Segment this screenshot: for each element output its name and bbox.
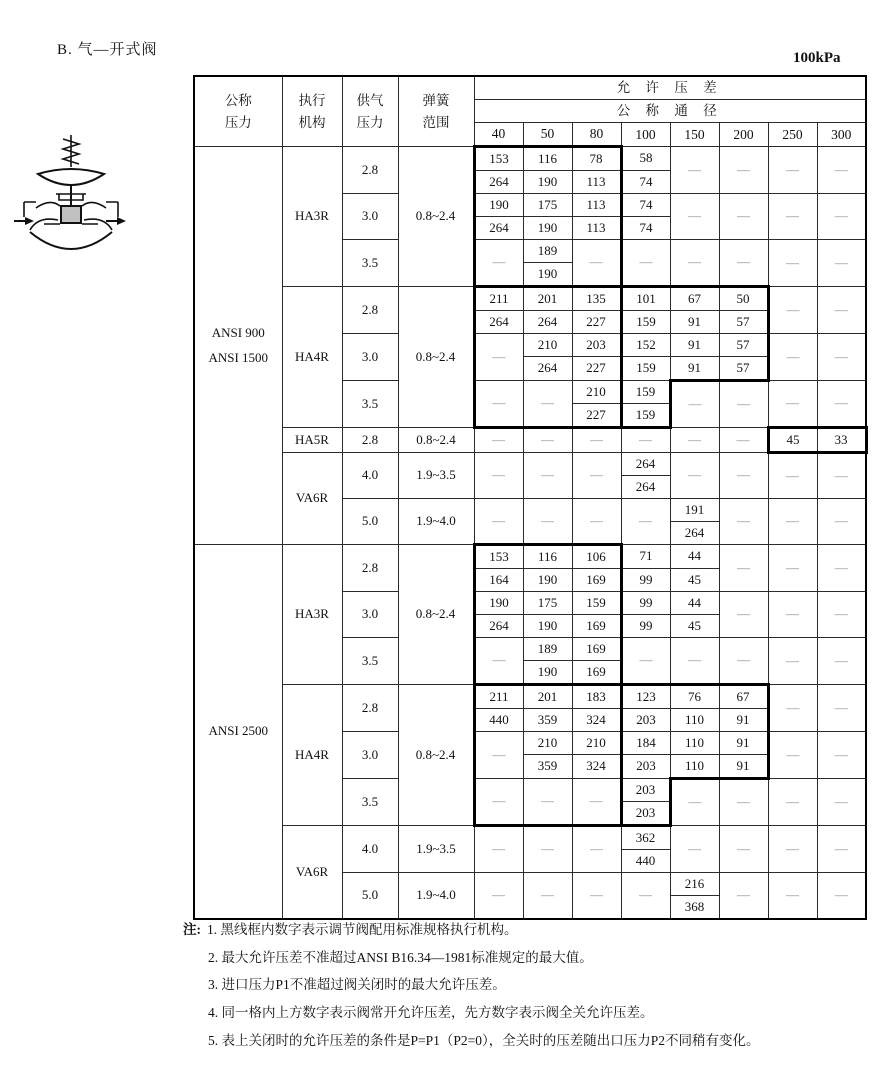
spring-range-cell: 1.9~3.5	[398, 826, 474, 873]
dp-closed-value-cell: 190	[523, 263, 572, 287]
header-line: 压力	[224, 114, 252, 130]
supply-pressure-cell: 3.5	[342, 240, 398, 287]
dash-cell: —	[474, 638, 523, 685]
dp-closed-value-cell: 169	[572, 569, 621, 592]
dash-cell: —	[768, 732, 817, 779]
dp-open-value-cell: 210	[572, 381, 621, 404]
dash-cell: —	[817, 287, 866, 334]
dp-open-value-cell: 153	[474, 147, 523, 171]
notes-label: 注:	[183, 922, 201, 937]
dp-closed-value-cell: 359	[523, 709, 572, 732]
pressure-label: ANSI 900	[211, 324, 265, 340]
dash-cell: —	[768, 499, 817, 545]
diameter-header: 40	[474, 123, 523, 147]
dp-closed-value-cell: 264	[670, 522, 719, 545]
dp-closed-value-cell: 190	[523, 661, 572, 685]
dp-closed-value-cell: 91	[719, 755, 768, 779]
actuator-cell: HA5R	[282, 428, 342, 453]
dash-cell: —	[621, 638, 670, 685]
dp-open-value-cell: 44	[670, 592, 719, 615]
dp-open-value-cell: 91	[719, 732, 768, 755]
supply-pressure-cell: 2.8	[342, 287, 398, 334]
spring-range-cell: 0.8~2.4	[398, 545, 474, 685]
note-text: 4. 同一格内上方数字表示阀常开允许压差，先方数字表示阀全关允许压差。	[208, 1005, 654, 1021]
note-text: 3. 进口压力P1不准超过阀关闭时的最大允许压差。	[208, 977, 506, 993]
note-item	[183, 1032, 853, 1050]
supply-pressure-cell: 3.0	[342, 194, 398, 240]
spring-range-cell: 0.8~2.4	[398, 287, 474, 428]
dash-cell: —	[572, 240, 621, 287]
pressure-label: ANSI 2500	[208, 723, 269, 739]
dp-open-value-cell: 44	[670, 545, 719, 569]
dp-closed-value-cell: 203	[621, 802, 670, 826]
dp-open-value-cell: 362	[621, 826, 670, 850]
diameter-header: 150	[670, 123, 719, 147]
supply-pressure-cell: 2.8	[342, 428, 398, 453]
dash-cell: —	[768, 685, 817, 732]
header-line: 机构	[298, 114, 326, 130]
dp-closed-value-cell: 368	[670, 896, 719, 920]
actuator-cell: HA3R	[282, 545, 342, 685]
supply-pressure-cell: 4.0	[342, 826, 398, 873]
table-row	[194, 428, 866, 453]
dp-open-value-cell: 201	[523, 287, 572, 311]
supply-pressure-cell: 3.5	[342, 381, 398, 428]
col-header-nominal-diameter: 公 称 通 径	[474, 100, 866, 123]
dash-cell: —	[719, 147, 768, 194]
supply-pressure-cell: 3.5	[342, 779, 398, 826]
dp-closed-value-cell: 227	[572, 357, 621, 381]
dp-open-value-cell: 57	[719, 334, 768, 357]
valve-schematic-icon	[12, 132, 130, 277]
dash-cell: —	[768, 334, 817, 381]
dp-open-value-cell: 211	[474, 685, 523, 709]
pressure-cell	[194, 147, 282, 545]
dash-cell: —	[817, 826, 866, 873]
dp-closed-value-cell: 203	[621, 755, 670, 779]
dash-cell: —	[768, 873, 817, 920]
dp-closed-value-cell: 99	[621, 615, 670, 638]
supply-pressure-cell: 2.8	[342, 685, 398, 732]
dp-open-value-cell: 67	[719, 685, 768, 709]
dash-cell: —	[768, 638, 817, 685]
header-line: 弹簧	[422, 92, 450, 108]
header-row-top	[194, 76, 866, 100]
dp-closed-value-cell: 169	[572, 661, 621, 685]
spring-range-cell: 0.8~2.4	[398, 147, 474, 287]
dp-closed-value-cell: 110	[670, 755, 719, 779]
dash-cell: —	[474, 240, 523, 287]
dp-open-value-cell: 110	[670, 732, 719, 755]
header-line: 供气	[356, 92, 384, 108]
dp-value-cell: 33	[817, 428, 866, 453]
dp-open-value-cell: 58	[621, 147, 670, 171]
actuator-cell: VA6R	[282, 453, 342, 545]
dash-cell: —	[768, 381, 817, 428]
dp-closed-value-cell: 264	[474, 615, 523, 638]
dp-open-value-cell: 264	[621, 453, 670, 476]
dash-cell: —	[474, 334, 523, 381]
dp-open-value-cell: 191	[670, 499, 719, 522]
dp-closed-value-cell: 264	[474, 171, 523, 194]
dash-cell: —	[474, 381, 523, 428]
actuator-cell: HA3R	[282, 147, 342, 287]
dash-cell: —	[719, 499, 768, 545]
dash-cell: —	[621, 428, 670, 453]
diameter-header: 200	[719, 123, 768, 147]
dash-cell: —	[670, 194, 719, 240]
dp-closed-value-cell: 169	[572, 615, 621, 638]
dp-closed-value-cell: 110	[670, 709, 719, 732]
dp-open-value-cell: 99	[621, 592, 670, 615]
dash-cell: —	[719, 592, 768, 638]
dp-open-value-cell: 153	[474, 545, 523, 569]
dp-open-value-cell: 76	[670, 685, 719, 709]
dp-open-value-cell: 169	[572, 638, 621, 661]
dp-open-value-cell: 184	[621, 732, 670, 755]
dp-closed-value-cell: 440	[621, 850, 670, 873]
note-item	[183, 949, 853, 967]
dp-closed-value-cell: 159	[621, 311, 670, 334]
dp-open-value-cell: 203	[572, 334, 621, 357]
dp-closed-value-cell: 74	[621, 217, 670, 240]
dash-cell: —	[817, 499, 866, 545]
dp-closed-value-cell: 91	[670, 311, 719, 334]
dp-open-value-cell: 211	[474, 287, 523, 311]
actuator-cell: HA4R	[282, 287, 342, 428]
spring-range-cell: 1.9~4.0	[398, 873, 474, 920]
note-item	[183, 976, 853, 994]
dash-cell: —	[817, 685, 866, 732]
dp-open-value-cell: 175	[523, 194, 572, 217]
notes	[183, 921, 853, 1060]
dash-cell: —	[768, 545, 817, 592]
dp-open-value-cell: 210	[523, 334, 572, 357]
dp-closed-value-cell: 91	[719, 709, 768, 732]
dash-cell: —	[719, 381, 768, 428]
table-row	[194, 453, 866, 476]
dash-cell: —	[817, 732, 866, 779]
note-text: 2. 最大允许压差不准超过ANSI B16.34—1981标准规定的最大值。	[208, 949, 593, 965]
dash-cell: —	[523, 428, 572, 453]
dp-closed-value-cell: 113	[572, 171, 621, 194]
dp-closed-value-cell: 99	[621, 569, 670, 592]
dp-open-value-cell: 183	[572, 685, 621, 709]
dp-open-value-cell: 152	[621, 334, 670, 357]
dash-cell: —	[523, 499, 572, 545]
header-line: 压力	[356, 114, 384, 130]
dash-cell: —	[817, 545, 866, 592]
spring-range-cell: 0.8~2.4	[398, 685, 474, 826]
note-item	[183, 921, 853, 939]
supply-pressure-cell: 3.5	[342, 638, 398, 685]
dash-cell: —	[768, 194, 817, 240]
spring-range-cell: 0.8~2.4	[398, 428, 474, 453]
dp-open-value-cell: 190	[474, 592, 523, 615]
dash-cell: —	[719, 545, 768, 592]
dp-closed-value-cell: 203	[621, 709, 670, 732]
actuator-cell: HA4R	[282, 685, 342, 826]
dp-closed-value-cell: 264	[474, 217, 523, 240]
dp-closed-value-cell: 264	[523, 357, 572, 381]
dp-closed-value-cell: 45	[670, 569, 719, 592]
dash-cell: —	[474, 499, 523, 545]
supply-pressure-cell: 3.0	[342, 592, 398, 638]
diameter-header: 300	[817, 123, 866, 147]
dash-cell: —	[768, 147, 817, 194]
dp-closed-value-cell: 324	[572, 709, 621, 732]
dp-open-value-cell: 210	[523, 732, 572, 755]
dp-open-value-cell: 71	[621, 545, 670, 569]
dash-cell: —	[817, 592, 866, 638]
dash-cell: —	[572, 779, 621, 826]
dash-cell: —	[768, 453, 817, 499]
dash-cell: —	[474, 779, 523, 826]
dash-cell: —	[523, 826, 572, 873]
dp-open-value-cell: 216	[670, 873, 719, 896]
spring-range-cell: 1.9~4.0	[398, 499, 474, 545]
dash-cell: —	[670, 147, 719, 194]
supply-pressure-cell: 3.0	[342, 732, 398, 779]
dp-closed-value-cell: 324	[572, 755, 621, 779]
dp-closed-value-cell: 264	[523, 311, 572, 334]
dash-cell: —	[474, 873, 523, 920]
dp-open-value-cell: 91	[670, 334, 719, 357]
dash-cell: —	[670, 638, 719, 685]
dash-cell: —	[768, 240, 817, 287]
dash-cell: —	[621, 873, 670, 920]
dp-closed-value-cell: 113	[572, 217, 621, 240]
dp-open-value-cell: 189	[523, 638, 572, 661]
dp-closed-value-cell: 164	[474, 569, 523, 592]
dash-cell: —	[621, 499, 670, 545]
dp-open-value-cell: 67	[670, 287, 719, 311]
dp-open-value-cell: 74	[621, 194, 670, 217]
dash-cell: —	[670, 826, 719, 873]
dp-closed-value-cell: 190	[523, 171, 572, 194]
dp-value-cell: 45	[768, 428, 817, 453]
dash-cell: —	[621, 240, 670, 287]
note-item	[183, 1004, 853, 1022]
dash-cell: —	[572, 499, 621, 545]
supply-pressure-cell: 3.0	[342, 334, 398, 381]
dp-open-value-cell: 210	[572, 732, 621, 755]
dash-cell: —	[474, 453, 523, 499]
dp-open-value-cell: 175	[523, 592, 572, 615]
dp-closed-value-cell: 264	[621, 476, 670, 499]
dp-closed-value-cell: 91	[670, 357, 719, 381]
pressure-cell	[194, 545, 282, 920]
supply-pressure-cell: 5.0	[342, 499, 398, 545]
dash-cell: —	[670, 453, 719, 499]
table-row	[194, 545, 866, 569]
dp-open-value-cell: 159	[572, 592, 621, 615]
diameter-header: 50	[523, 123, 572, 147]
supply-pressure-cell: 2.8	[342, 147, 398, 194]
dash-cell: —	[719, 638, 768, 685]
dp-closed-value-cell: 440	[474, 709, 523, 732]
spring-range-cell: 1.9~3.5	[398, 453, 474, 499]
dash-cell: —	[817, 194, 866, 240]
dash-cell: —	[670, 381, 719, 428]
dp-open-value-cell: 190	[474, 194, 523, 217]
dash-cell: —	[719, 194, 768, 240]
dp-closed-value-cell: 190	[523, 569, 572, 592]
dp-closed-value-cell: 227	[572, 311, 621, 334]
dash-cell: —	[474, 732, 523, 779]
dash-cell: —	[817, 381, 866, 428]
dash-cell: —	[817, 453, 866, 499]
unit-label: 100kPa	[793, 50, 841, 66]
dp-open-value-cell: 189	[523, 240, 572, 263]
spec-table	[193, 75, 868, 920]
dp-open-value-cell: 106	[572, 545, 621, 569]
diameter-header: 100	[621, 123, 670, 147]
dp-closed-value-cell: 159	[621, 404, 670, 428]
dp-closed-value-cell: 227	[572, 404, 621, 428]
dash-cell: —	[572, 873, 621, 920]
supply-pressure-cell: 2.8	[342, 545, 398, 592]
diameter-header: 250	[768, 123, 817, 147]
col-header-actuator	[282, 76, 342, 147]
dp-open-value-cell: 50	[719, 287, 768, 311]
col-header-allowable-dp: 允 许 压 差	[474, 76, 866, 100]
dash-cell: —	[523, 779, 572, 826]
supply-pressure-cell: 5.0	[342, 873, 398, 920]
dp-open-value-cell: 101	[621, 287, 670, 311]
dash-cell: —	[670, 240, 719, 287]
dash-cell: —	[523, 873, 572, 920]
dp-open-value-cell: 201	[523, 685, 572, 709]
dash-cell: —	[817, 147, 866, 194]
dash-cell: —	[719, 428, 768, 453]
header-line: 执行	[298, 92, 326, 108]
col-header-nominal-pressure	[194, 76, 282, 147]
dp-closed-value-cell: 264	[474, 311, 523, 334]
dp-closed-value-cell: 190	[523, 615, 572, 638]
dp-closed-value-cell: 45	[670, 615, 719, 638]
dash-cell: —	[719, 453, 768, 499]
actuator-cell: VA6R	[282, 826, 342, 920]
dash-cell: —	[817, 779, 866, 826]
dp-open-value-cell: 123	[621, 685, 670, 709]
dash-cell: —	[572, 428, 621, 453]
dp-open-value-cell: 203	[621, 779, 670, 802]
col-header-spring-range	[398, 76, 474, 147]
dash-cell: —	[768, 287, 817, 334]
note-text: 1. 黑线框内数字表示调节阀配用标准规格执行机构。	[207, 922, 518, 937]
dash-cell: —	[670, 428, 719, 453]
header-line: 范围	[422, 114, 450, 130]
dash-cell: —	[572, 826, 621, 873]
diameter-header: 80	[572, 123, 621, 147]
supply-pressure-cell: 4.0	[342, 453, 398, 499]
dash-cell: —	[719, 240, 768, 287]
dp-open-value-cell: 78	[572, 147, 621, 171]
dp-open-value-cell: 116	[523, 147, 572, 171]
dash-cell: —	[817, 240, 866, 287]
dp-closed-value-cell: 57	[719, 357, 768, 381]
pressure-label: ANSI 1500	[208, 349, 269, 365]
table-row	[194, 685, 866, 709]
dp-open-value-cell: 135	[572, 287, 621, 311]
table-row	[194, 287, 866, 311]
page-title: B. 气—开式阀	[57, 42, 158, 58]
dp-open-value-cell: 113	[572, 194, 621, 217]
col-header-supply-pressure	[342, 76, 398, 147]
dash-cell: —	[817, 334, 866, 381]
dp-closed-value-cell: 190	[523, 217, 572, 240]
dp-open-value-cell: 116	[523, 545, 572, 569]
note-text: 5. 表上关闭时的允许压差的条件是P=P1（P2=0），全关时的压差随出口压力P2不同稍有变化。	[208, 1032, 760, 1048]
dash-cell: —	[768, 592, 817, 638]
dash-cell: —	[817, 873, 866, 920]
dash-cell: —	[768, 826, 817, 873]
table-row	[194, 826, 866, 850]
dp-closed-value-cell: 159	[621, 357, 670, 381]
dash-cell: —	[670, 779, 719, 826]
dash-cell: —	[768, 779, 817, 826]
dash-cell: —	[817, 638, 866, 685]
dash-cell: —	[719, 779, 768, 826]
dash-cell: —	[572, 453, 621, 499]
dash-cell: —	[523, 453, 572, 499]
table-row	[194, 147, 866, 171]
header-line: 公称	[224, 92, 252, 108]
dash-cell: —	[474, 428, 523, 453]
dp-open-value-cell: 159	[621, 381, 670, 404]
dash-cell: —	[523, 381, 572, 428]
dp-closed-value-cell: 359	[523, 755, 572, 779]
dash-cell: —	[719, 826, 768, 873]
dash-cell: —	[474, 826, 523, 873]
dp-closed-value-cell: 57	[719, 311, 768, 334]
dash-cell: —	[719, 873, 768, 920]
dp-closed-value-cell: 74	[621, 171, 670, 194]
